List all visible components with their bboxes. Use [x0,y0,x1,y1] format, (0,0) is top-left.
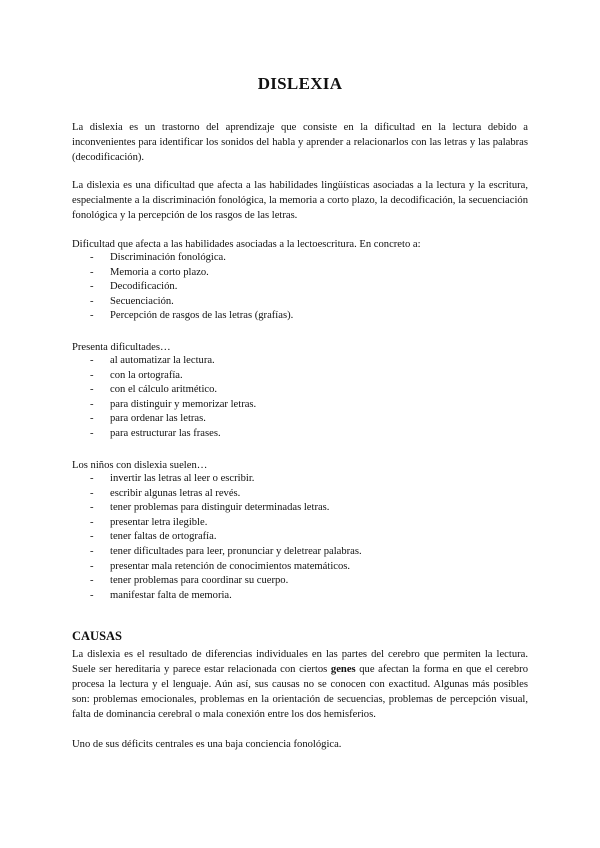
list-item-text: tener faltas de ortografía. [110,531,217,543]
list-item [72,354,528,369]
list-item-text: Discriminación fonológica. [110,252,226,263]
list-item-text: manifestar falta de memoria. [110,589,232,601]
list-item-text: con el cálculo aritmético. [110,384,218,396]
dash-bullet: - [90,516,94,528]
dash-bullet: - [90,369,94,381]
dash-bullet: - [90,355,94,366]
intro-paragraph-2: La dislexia es una dificultad que afecta a las habilidades lingüísticas asociadas a la lectura y la escritura, especialmente a la discriminación fonológica, la memoria a corto plazo, la decodificación, la secuenciación fonológica y la percepción de los rasgos de las letras. [72,180,528,221]
list-item-text: escribir algunas letras al revés. [110,487,241,499]
list-item [72,427,528,442]
causes-text-start: La dislexia es el resultado de diferencias individuales en las partes del cerebro que permiten la lectura. Suele ser hereditaria y parece estar relacionada con ciertos [72,649,528,675]
list-item-text: presentar letra ilegible. [110,516,208,528]
list3-lead: Los niños con dislexia suelen… [72,460,208,471]
dash-bullet: - [90,487,94,499]
list-item [72,589,528,604]
dash-bullet: - [90,473,94,484]
list-item-text: Percepción de rasgos de las letras (grafías). [110,310,294,322]
causes-final-paragraph: Uno de sus déficits centrales es una baja conciencia fonológica. [72,739,342,750]
dash-bullet: - [90,266,94,278]
list-item-text: Secuenciación. [110,295,174,307]
dash-bullet: - [90,545,94,557]
list-item-text: tener problemas para coordinar su cuerpo. [110,575,289,587]
list-item [72,530,528,545]
list-item-text: para ordenar las letras. [110,413,206,425]
page-title: DISLEXIA [257,74,343,93]
list-item [72,574,528,589]
list-item [72,398,528,413]
dash-bullet: - [90,427,94,439]
dash-bullet: - [90,413,94,425]
list-item [72,560,528,575]
genes-term: genes [330,664,356,675]
list-item [72,545,528,560]
list-item-text: con la ortografía. [110,369,183,381]
list-item-text: para distinguir y memorizar letras. [110,398,257,410]
list1-lead: Dificultad que afecta a las habilidades asociadas a la lectoescritura. En concreto a: [72,239,421,250]
dash-bullet: - [90,575,94,587]
list-item-text: presentar mala retención de conocimientos matemáticos. [110,560,351,572]
list-item-text: al automatizar la lectura. [110,355,215,366]
causes-text-end: que afectan la forma en que el cerebro procesa la lectura y el lenguaje. Aún así, sus causas no se conocen con exactitud. Algunas más posibles son: problemas emocionales, problemas en la orientación de secuencias, problemas de percepción visual, falta de dominancia cerebral o mala conexión entre los dos hemisferios. [72,664,528,720]
list-item-text: Decodificación. [110,281,178,293]
list-item-text: Memoria a corto plazo. [110,266,209,278]
difficulties-list [72,354,528,442]
list-item-text: para estructurar las frases. [110,427,221,439]
list-item-text: tener problemas para distinguir determinadas letras. [110,502,330,514]
dash-bullet: - [90,589,94,601]
dash-bullet: - [90,310,94,322]
list-item-text: tener dificultades para leer, pronunciar y deletrear palabras. [110,545,362,557]
children-behaviors-list [72,472,528,603]
list-item [72,295,528,310]
list-item [72,487,528,502]
dash-bullet: - [90,502,94,514]
list2-lead: Presenta dificultades… [72,342,171,353]
list-item [72,383,528,398]
causes-paragraph [72,647,528,722]
skills-list [72,251,528,324]
dash-bullet: - [90,398,94,410]
list-item [72,309,528,324]
list-item-text: invertir las letras al leer o escribir. [110,473,255,484]
dash-bullet: - [90,560,94,572]
list-item [72,280,528,295]
list-item [72,472,528,487]
dash-bullet: - [90,531,94,543]
dash-bullet: - [90,252,94,263]
list-item [72,516,528,531]
dash-bullet: - [90,384,94,396]
dash-bullet: - [90,281,94,293]
list-item [72,412,528,427]
list-item [72,369,528,384]
causes-heading: CAUSAS [72,629,123,643]
list-item [72,501,528,516]
dash-bullet: - [90,295,94,307]
list-item [72,251,528,266]
list-item [72,266,528,281]
intro-paragraph-1: La dislexia es un trastorno del aprendizaje que consiste en la dificultad en la lectura debido a inconvenientes para identificar los sonidos del habla y aprender a relacionarlos con las letras y las palabras (decodificación). [72,122,528,163]
